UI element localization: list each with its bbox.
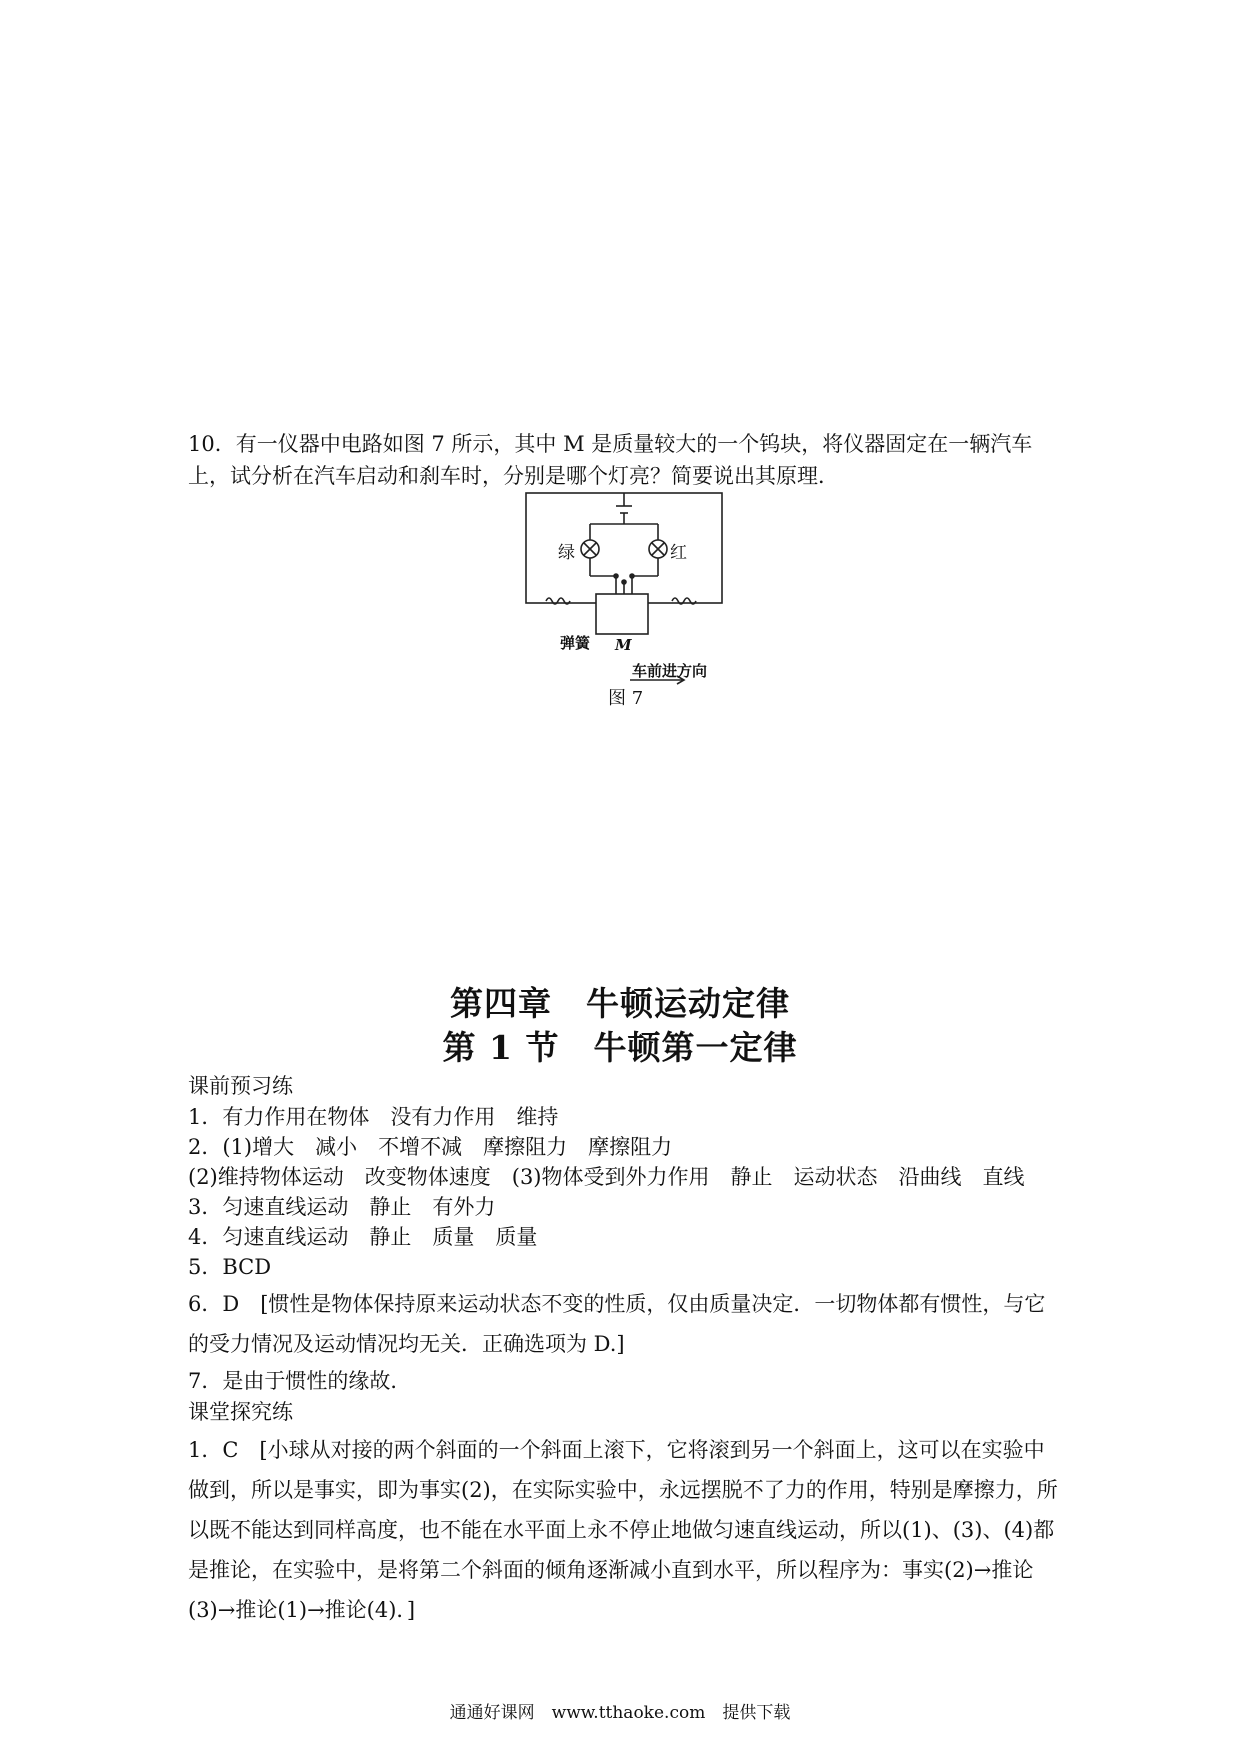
preview-answer-3: 3．匀速直线运动 静止 有外力 [188,1195,496,1219]
preview-answer-5: 5．BCD [188,1255,272,1279]
preview-answer-6: 6．D [惯性是物体保持原来运动状态不变的性质，仅由质量决定．一切物体都有惯性，与它的受力情况及运动情况均无关．正确选项为 D.] [188,1292,1046,1356]
preview-answer-4: 4．匀速直线运动 静止 质量 质量 [188,1225,538,1249]
preview-answer-7: 7．是由于惯性的缘故． [188,1369,412,1393]
question-10-line-1: 10．有一仪器中电路如图 7 所示，其中 M 是质量较大的一个钨块，将仪器固定在一辆汽车 [188,432,1033,456]
figure-caption: 图 7 [608,688,644,709]
red-lamp-label: 红 [670,543,687,563]
spring-label: 弹簧 [560,634,591,652]
green-lamp-label: 绿 [558,543,575,563]
answers-block [188,1070,1058,1632]
question-10 [188,428,1058,492]
question-10-line-2: 上，试分析在汽车启动和刹车时，分别是哪个灯亮？简要说出其原理． [188,464,839,488]
circuit-figure [520,488,730,710]
preview-answer-2: 2．(1)增大 减小 不增不减 摩擦阻力 摩擦阻力 [188,1135,673,1159]
direction-label: 车前进方向 [632,662,708,680]
chapter-title: 第四章 牛顿运动定律 [450,984,790,1023]
classroom-heading: 课堂探究练 [188,1400,293,1424]
section-title: 第 1 节 牛顿第一定律 [442,1028,798,1067]
mass-label: M [615,636,632,654]
classroom-answer-1: 1．C [小球从对接的两个斜面的一个斜面上滚下，它将滚到另一个斜面上，这可以在实验中做到，所以是事实，即为事实(2)，在实际实验中，永远摆脱不了力的作用，特别是摩擦力，所以既不能达到同样高度，也不能在水平面上永不停止地做匀速直线运动，所以(1)、(3)、(4)都是推论，在实验中，是将第二个斜面的倾角逐渐减小直到水平，所以程序为：事实(2)→推论(3)→推论(1)→推论(4)．] [188,1438,1058,1622]
page-footer: 通通好课网 www.tthaoke.com 提供下载 [449,1703,791,1723]
preview-heading: 课前预习练 [188,1074,293,1098]
preview-answer-2-cont: (2)维持物体运动 改变物体速度 (3)物体受到外力作用 静止 运动状态 沿曲线 直线 [188,1165,1025,1189]
tungsten-block [596,594,648,634]
preview-answer-1: 1．有力作用在物体 没有力作用 维持 [188,1105,559,1129]
